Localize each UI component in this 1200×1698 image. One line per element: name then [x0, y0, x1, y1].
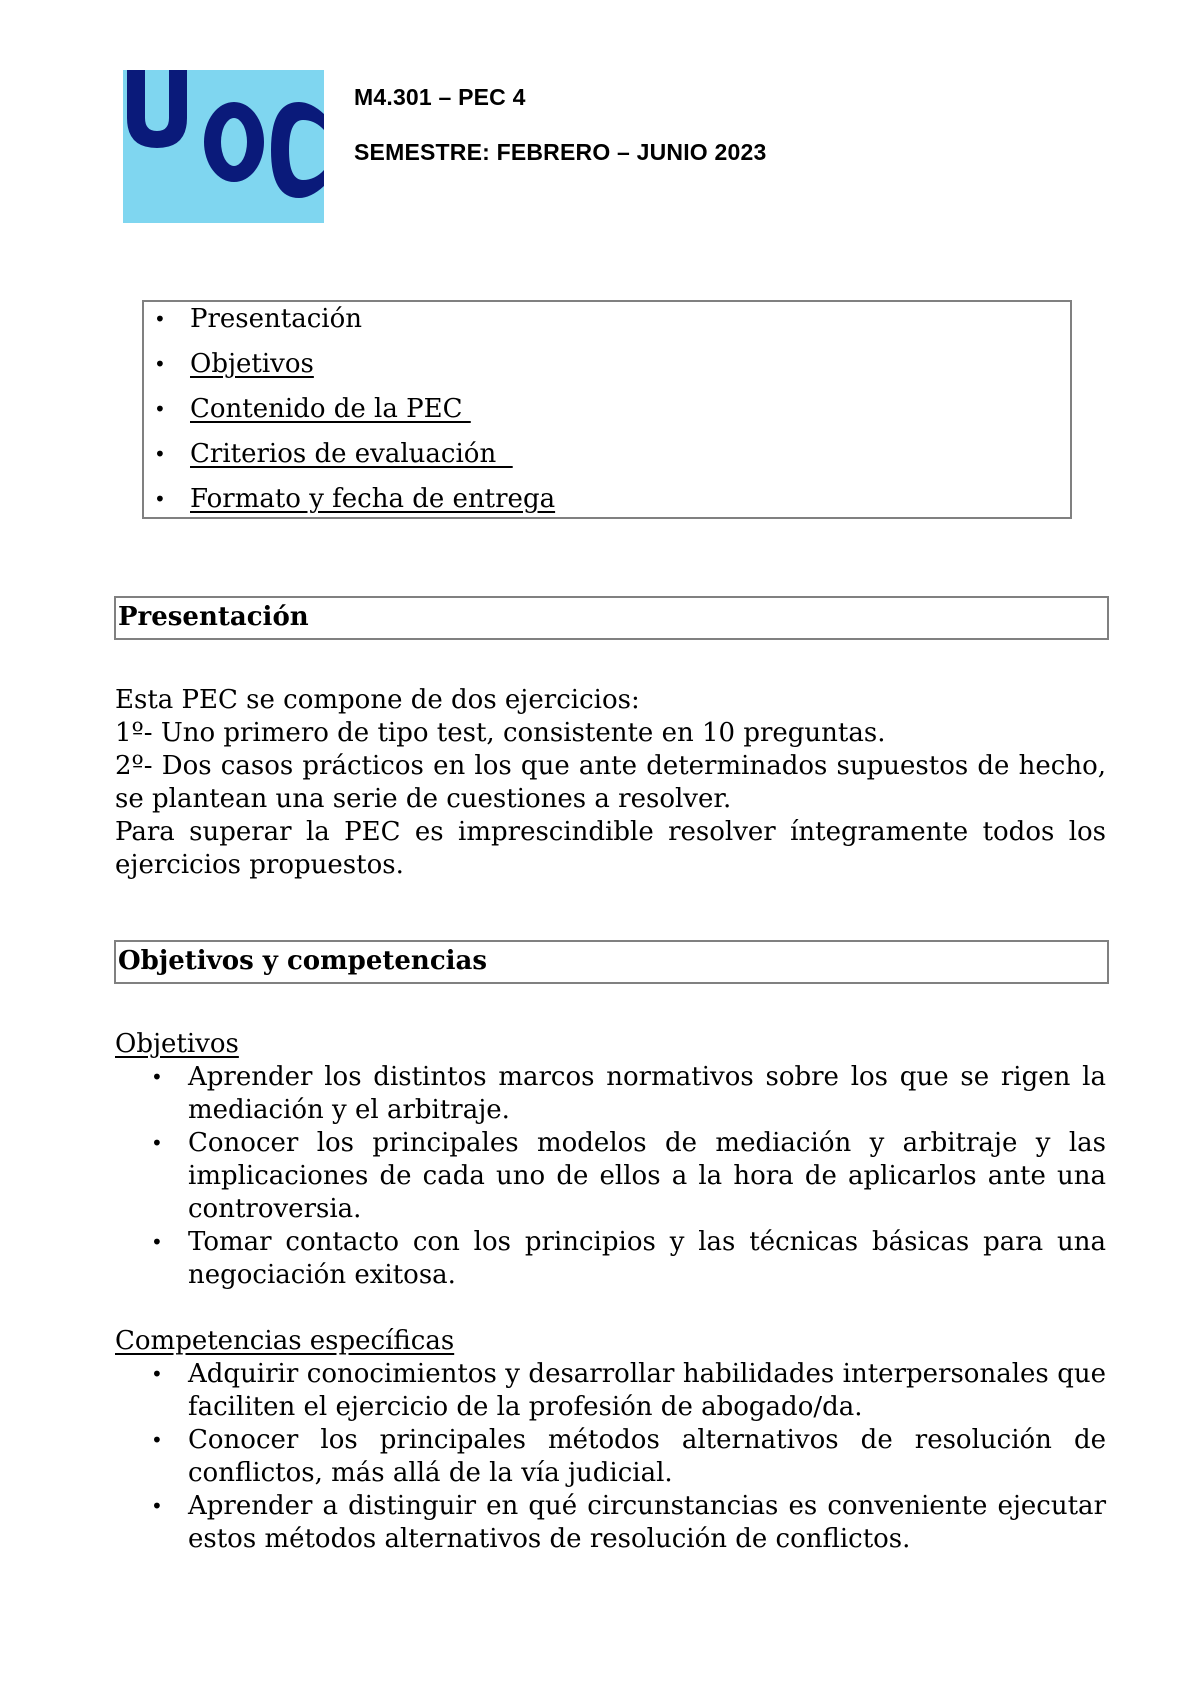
list-item — [115, 1061, 1106, 1127]
paragraph-line: 2º- Dos casos prácticos en los que ante determinados supuestos de hecho, se plantean una serie de cuestiones a resolver. — [115, 751, 1106, 814]
subheading-objetivos: Objetivos — [115, 1029, 239, 1059]
uoc-logo — [123, 70, 324, 223]
competencias-list — [115, 1358, 1106, 1556]
objetivos-list — [115, 1061, 1106, 1292]
bullet-icon: • — [154, 487, 166, 511]
list-item — [115, 1490, 1106, 1556]
bullet-icon: • — [151, 1230, 163, 1254]
bullet-icon: • — [154, 397, 166, 421]
bullet-icon: • — [151, 1362, 163, 1386]
list-item-text: Tomar contacto con los principios y las técnicas básicas para una negociación exitosa. — [188, 1227, 1106, 1290]
bullet-icon: • — [154, 307, 166, 331]
list-item — [115, 1226, 1106, 1292]
bullet-icon: • — [151, 1065, 163, 1089]
section-heading-presentacion: Presentación — [114, 596, 1109, 640]
subheading-competencias: Competencias específicas — [115, 1326, 455, 1356]
list-item-text: Conocer los principales modelos de mediación y arbitraje y las implicaciones de cada uno de ellos a la hora de aplicarlos ante una controversia. — [188, 1128, 1106, 1224]
presentacion-body — [115, 684, 1106, 882]
table-of-contents — [142, 300, 1072, 519]
list-item-text: Conocer los principales métodos alternativos de resolución de conflictos, más allá de la vía judicial. — [188, 1425, 1106, 1488]
bullet-icon: • — [154, 352, 166, 376]
bullet-icon: • — [151, 1494, 163, 1518]
bullet-icon: • — [154, 442, 166, 466]
bullet-icon: • — [151, 1131, 163, 1155]
toc-link[interactable]: Contenido de la PEC — [190, 394, 471, 424]
toc-link[interactable]: Criterios de evaluación — [190, 439, 513, 469]
section-heading-objetivos: Objetivos y competencias — [114, 940, 1109, 984]
list-item-text: Adquirir conocimientos y desarrollar habilidades interpersonales que faciliten el ejercicio de la profesión de abogado/da. — [188, 1359, 1106, 1422]
toc-link[interactable]: Formato y fecha de entrega — [190, 484, 556, 514]
list-item-text: Aprender a distinguir en qué circunstancias es conveniente ejecutar estos métodos alternativos de resolución de conflictos. — [188, 1491, 1106, 1554]
toc-link[interactable]: Objetivos — [190, 349, 314, 379]
paragraph-line: Para superar la PEC es imprescindible resolver íntegramente todos los ejercicios propuestos. — [115, 817, 1106, 880]
paragraph-line: Esta PEC se compone de dos ejercicios: — [115, 685, 640, 715]
paragraph-line: 1º- Uno primero de tipo test, consistente en 10 preguntas. — [115, 718, 886, 748]
list-item — [115, 1127, 1106, 1226]
list-item-text: Aprender los distintos marcos normativos sobre los que se rigen la mediación y el arbitraje. — [188, 1062, 1106, 1125]
list-item — [115, 1424, 1106, 1490]
uoc-logo-graphic — [123, 70, 324, 223]
toc-item-label: Presentación — [190, 304, 363, 334]
list-item — [115, 1358, 1106, 1424]
course-code: M4.301 – PEC 4 — [354, 84, 526, 110]
semester-label: SEMESTRE: FEBRERO – JUNIO 2023 — [354, 139, 767, 165]
bullet-icon: • — [151, 1428, 163, 1452]
